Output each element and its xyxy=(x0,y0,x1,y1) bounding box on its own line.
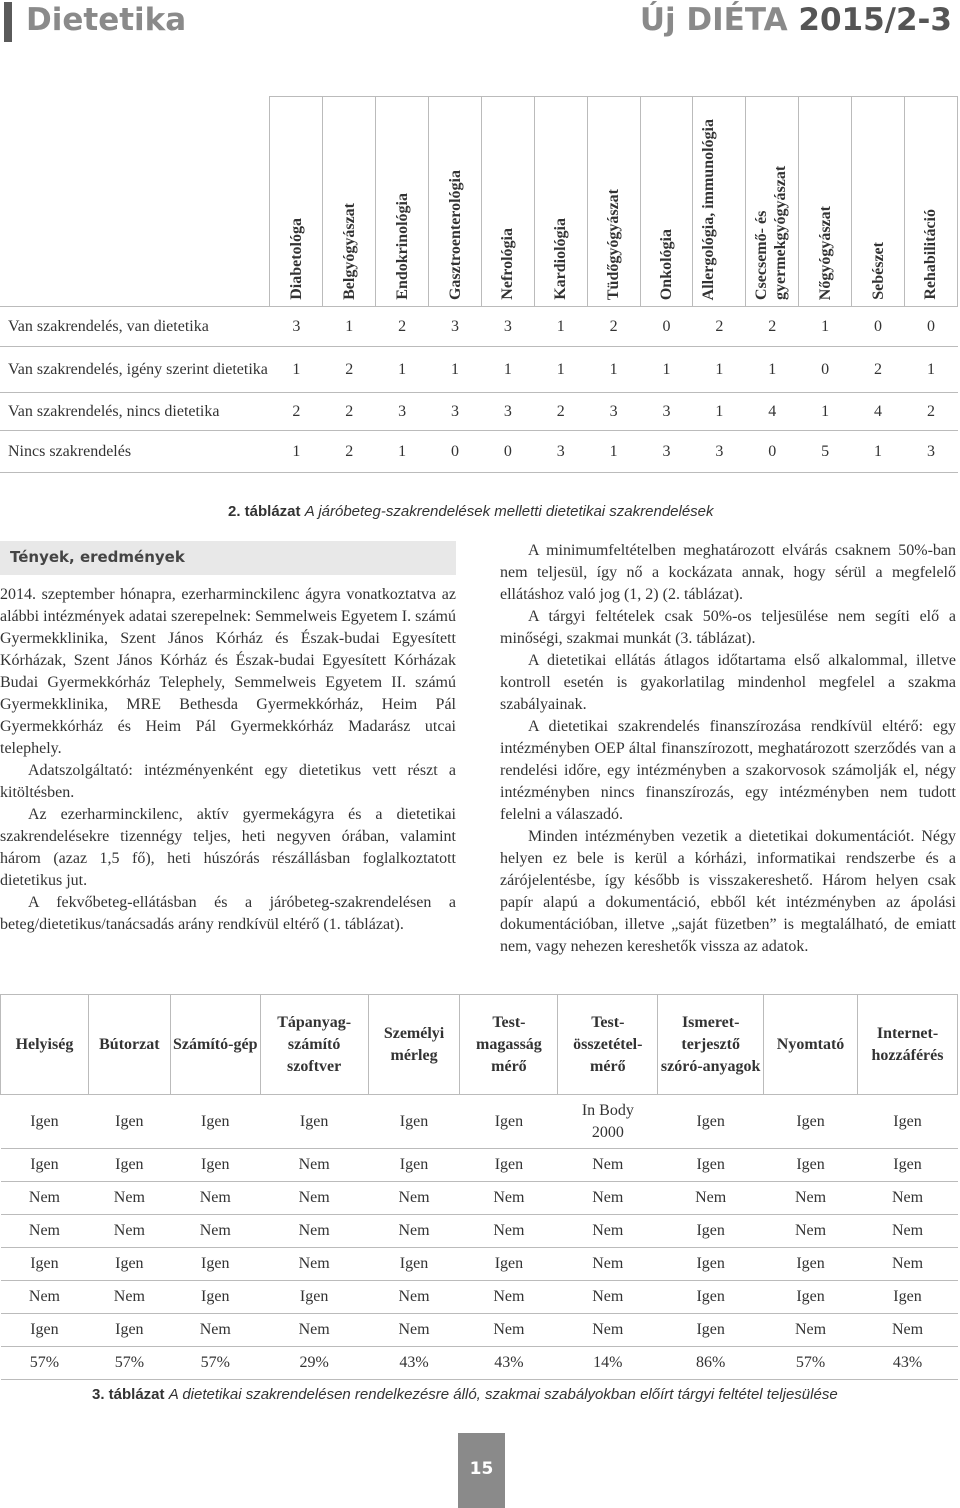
cell: Nem xyxy=(460,1182,558,1215)
cell: 57% xyxy=(88,1347,170,1380)
cell: 2 xyxy=(376,307,429,347)
table-row xyxy=(1,1281,958,1314)
table-2-col-header: Kardiológia xyxy=(534,97,587,307)
table-2-col-header: Csecsemő- és gyermekgyógyászat xyxy=(746,97,799,307)
table-3-col-header: Nyomtató xyxy=(764,995,858,1095)
cell: Nem xyxy=(858,1182,958,1215)
table-2 xyxy=(0,96,958,473)
cell: Igen xyxy=(858,1095,958,1149)
cell: Igen xyxy=(658,1281,764,1314)
cell: 1 xyxy=(376,431,429,473)
table-row xyxy=(1,1314,958,1347)
cell: 1 xyxy=(270,431,323,473)
section-heading xyxy=(0,541,456,575)
cell: Igen xyxy=(460,1248,558,1281)
table-row xyxy=(0,307,958,347)
section-heading-text: Tények, eredmények xyxy=(10,548,185,566)
table-2-col-header: Belgyógyászat xyxy=(323,97,376,307)
cell: Nem xyxy=(368,1182,460,1215)
caption-text: A dietetikai szakrendelésen rendelkezésre álló, szakmai szabályokban előírt tárgyi feltétel teljesülése xyxy=(168,1386,838,1403)
cell: Nem xyxy=(460,1215,558,1248)
cell: 4 xyxy=(746,393,799,431)
cell: Nem xyxy=(260,1248,368,1281)
cell: 43% xyxy=(368,1347,460,1380)
table-2-col-header: Gasztroenterológia xyxy=(429,97,482,307)
paragraph: 2014. szeptember hónapra, ezerharminckilenc ágyra vonatkoztatva az alábbi intézmények adatai szerepelnek: Semmelweis Egyetem I. számú Gyermekklinika, Szent János Kórház és Észak-budai Egyesített Kórházak, Szent János Kórház és Észak-budai Egyesített Kórházak Budai Gyermekkórház Telephely, Semmelweis Egyetem II. számú Gyermekklinika, MRE Bethesda Gyermekkórház, Heim Pál Gyermekkórház és Heim Pál Gyermekkórház Madarász utcai telephely. xyxy=(0,586,456,757)
cell: Nem xyxy=(558,1314,658,1347)
cell: Nem xyxy=(460,1281,558,1314)
cell: Igen xyxy=(368,1095,460,1149)
cell: Igen xyxy=(1,1314,89,1347)
cell: 3 xyxy=(376,393,429,431)
cell: 29% xyxy=(260,1347,368,1380)
cell: 86% xyxy=(658,1347,764,1380)
cell: 2 xyxy=(587,307,640,347)
cell: Nem xyxy=(558,1281,658,1314)
cell: Nem xyxy=(858,1248,958,1281)
table-3-col-header: Személyi mérleg xyxy=(368,995,460,1095)
cell: Igen xyxy=(764,1281,858,1314)
cell: Igen xyxy=(658,1095,764,1149)
journal-name: Új DIÉTA xyxy=(639,2,788,38)
cell: Nem xyxy=(558,1182,658,1215)
row-label: Van szakrendelés, igény szerint dietetika xyxy=(0,347,270,393)
cell: 2 xyxy=(852,347,905,393)
row-label: Van szakrendelés, nincs dietetika xyxy=(0,393,270,431)
cell: 1 xyxy=(640,347,693,393)
cell: 1 xyxy=(587,431,640,473)
table-2-col-header: Nefrológia xyxy=(481,97,534,307)
cell: Igen xyxy=(368,1149,460,1182)
cell: Igen xyxy=(170,1281,260,1314)
table-3-caption xyxy=(92,1386,838,1403)
cell: Nem xyxy=(764,1182,858,1215)
journal-issue: 2015/2-3 xyxy=(798,2,952,38)
cell: Igen xyxy=(88,1248,170,1281)
table-3-col-header: Bútorzat xyxy=(88,995,170,1095)
cell: Nem xyxy=(558,1149,658,1182)
table-2-col-header: Endokrinológia xyxy=(376,97,429,307)
table-3-col-header: Test-összetétel-mérő xyxy=(558,995,658,1095)
cell: 1 xyxy=(852,431,905,473)
cell: Igen xyxy=(368,1248,460,1281)
cell: Igen xyxy=(764,1149,858,1182)
cell: 2 xyxy=(270,393,323,431)
table-row xyxy=(0,347,958,393)
table-2-caption xyxy=(228,503,714,520)
caption-number: 3. táblázat xyxy=(92,1386,165,1403)
table-3 xyxy=(0,994,958,1380)
cell: Nem xyxy=(88,1215,170,1248)
cell: 3 xyxy=(534,431,587,473)
cell: Nem xyxy=(1,1182,89,1215)
cell: Nem xyxy=(460,1314,558,1347)
cell: 3 xyxy=(429,393,482,431)
cell: 1 xyxy=(481,347,534,393)
cell: In Body 2000 xyxy=(558,1095,658,1149)
cell: Nem xyxy=(558,1248,658,1281)
cell: 0 xyxy=(852,307,905,347)
cell: 3 xyxy=(429,307,482,347)
cell: 1 xyxy=(693,393,746,431)
cell: Igen xyxy=(88,1314,170,1347)
table-3-col-header: Internet-hozzáférés xyxy=(858,995,958,1095)
table-2-col-header: Tüdőgyógyászat xyxy=(587,97,640,307)
cell: Nem xyxy=(260,1149,368,1182)
cell: Nem xyxy=(1,1215,89,1248)
cell: 3 xyxy=(587,393,640,431)
cell: Igen xyxy=(170,1095,260,1149)
cell: 1 xyxy=(323,307,376,347)
paragraph: A fekvőbeteg-ellátásban és a járóbeteg-szakrendelésen a beteg/dietetikus/tanácsadás arány rendkívül eltérő (1. táblázat). xyxy=(0,894,456,933)
cell: Igen xyxy=(764,1095,858,1149)
table-3-col-header: Ismeret-terjesztő szóró-anyagok xyxy=(658,995,764,1095)
table-3-col-header: Helyiség xyxy=(1,995,89,1095)
cell: Igen xyxy=(260,1281,368,1314)
cell: 1 xyxy=(587,347,640,393)
table-3-col-header: Számító-gép xyxy=(170,995,260,1095)
cell: 0 xyxy=(481,431,534,473)
cell: Igen xyxy=(88,1095,170,1149)
cell: 0 xyxy=(904,307,957,347)
table-2-col-header: Diabetológa xyxy=(270,97,323,307)
paragraph: Minden intézményben vezetik a dietetikai dokumentációt. Négy helyen ez bele is kerül a kórházi, informatikai rendszerbe és a zárójelentésbe, így később is visszakereshető. Három helyen csak papír alapú a dokumentáció, ebből két intézményben az ápolási dokumentációban, illetve „saját füzetben” is megtalálható, de emiatt nem, vagy nehezen kereshetők vissza az adatok. xyxy=(500,828,956,955)
cell: 1 xyxy=(376,347,429,393)
cell: 0 xyxy=(640,307,693,347)
cell: 4 xyxy=(852,393,905,431)
cell: 14% xyxy=(558,1347,658,1380)
cell: Igen xyxy=(658,1149,764,1182)
caption-text: A járóbeteg-szakrendelések melletti dietetikai szakrendelések xyxy=(304,503,714,520)
cell: Igen xyxy=(170,1248,260,1281)
cell: Nem xyxy=(368,1281,460,1314)
table-total-row xyxy=(1,1347,958,1380)
cell: 2 xyxy=(693,307,746,347)
paragraph: A dietetikai szakrendelés finanszírozása rendkívül eltérő: egy intézményben OEP által finanszírozott, meghatározott szerződés van a rendelési időre, egy intézményben a szakorvosok számolják el, négy intézményben nincs finanszírozás, egy intézményben nem tudott felelni a válaszadó. xyxy=(500,718,956,823)
cell: 2 xyxy=(323,393,376,431)
section-title: Dietetika xyxy=(26,2,187,38)
table-row xyxy=(1,1215,958,1248)
table-3-col-header: Test-magasság mérő xyxy=(460,995,558,1095)
cell: Nem xyxy=(764,1215,858,1248)
cell: Igen xyxy=(1,1095,89,1149)
cell: 0 xyxy=(429,431,482,473)
table-2-col-header: Nőgyógyászat xyxy=(799,97,852,307)
cell: Igen xyxy=(858,1149,958,1182)
cell: Nem xyxy=(260,1215,368,1248)
cell: Nem xyxy=(858,1215,958,1248)
cell: Nem xyxy=(260,1314,368,1347)
cell: Igen xyxy=(658,1215,764,1248)
table-2-corner xyxy=(0,97,270,307)
cell: Nem xyxy=(858,1314,958,1347)
cell: 3 xyxy=(270,307,323,347)
cell: 1 xyxy=(746,347,799,393)
cell: 2 xyxy=(746,307,799,347)
cell: 0 xyxy=(799,347,852,393)
table-row xyxy=(0,393,958,431)
journal-title xyxy=(640,2,952,38)
cell: 57% xyxy=(170,1347,260,1380)
table-2-col-header: Onkológia xyxy=(640,97,693,307)
cell: 43% xyxy=(858,1347,958,1380)
cell: Igen xyxy=(764,1248,858,1281)
paragraph: Adatszolgáltató: intézményenként egy dietetikus vett részt a kitöltésben. xyxy=(0,762,456,801)
cell: Igen xyxy=(658,1314,764,1347)
cell: 1 xyxy=(534,347,587,393)
cell: 43% xyxy=(460,1347,558,1380)
table-2-col-header: Sebészet xyxy=(852,97,905,307)
page-header xyxy=(0,0,960,48)
cell: Igen xyxy=(460,1149,558,1182)
cell: 3 xyxy=(693,431,746,473)
cell: Nem xyxy=(170,1314,260,1347)
cell: 57% xyxy=(764,1347,858,1380)
cell: Nem xyxy=(368,1215,460,1248)
cell: 3 xyxy=(481,307,534,347)
cell: 2 xyxy=(323,347,376,393)
cell: Nem xyxy=(1,1281,89,1314)
cell: Igen xyxy=(260,1095,368,1149)
cell: 3 xyxy=(640,431,693,473)
cell: 1 xyxy=(904,347,957,393)
cell: 2 xyxy=(904,393,957,431)
cell: Igen xyxy=(658,1248,764,1281)
paragraph: Az ezerharminckilenc, aktív gyermekágyra és a dietetikai szakrendelésekre tizennégy teljes, heti negyven órában, valamint három (azaz 1,5 fő), heti húszórás részállásban foglalkoztatott dietetikus jut. xyxy=(0,806,456,889)
cell: 3 xyxy=(904,431,957,473)
cell: 1 xyxy=(799,307,852,347)
cell: Nem xyxy=(88,1182,170,1215)
table-row xyxy=(1,1248,958,1281)
table-row xyxy=(0,431,958,473)
row-label: Van szakrendelés, van dietetika xyxy=(0,307,270,347)
table-row xyxy=(1,1182,958,1215)
cell: Nem xyxy=(260,1182,368,1215)
cell: Nem xyxy=(368,1314,460,1347)
cell: 1 xyxy=(270,347,323,393)
cell: Igen xyxy=(88,1149,170,1182)
cell: 57% xyxy=(1,1347,89,1380)
cell: 0 xyxy=(746,431,799,473)
page-number-box xyxy=(458,1433,505,1508)
cell: Igen xyxy=(1,1149,89,1182)
cell: Nem xyxy=(88,1281,170,1314)
cell: 1 xyxy=(534,307,587,347)
table-3-header-row xyxy=(1,995,958,1095)
cell: Igen xyxy=(460,1095,558,1149)
header-accent-bar xyxy=(4,2,12,42)
caption-number: 2. táblázat xyxy=(228,503,301,520)
cell: 3 xyxy=(640,393,693,431)
paragraph: A minimumfeltételben meghatározott elvárás csaknem 50%-ban nem teljesül, így nő a kockázata annak, hogy sérül a megfelelő ellátáshoz való jog (1, 2) (2. táblázat). xyxy=(500,542,956,603)
cell: 2 xyxy=(323,431,376,473)
table-2-col-header: Allergológia, immunológia xyxy=(693,97,746,307)
cell: 5 xyxy=(799,431,852,473)
paragraph: A tárgyi feltételek csak 50%-os teljesülése nem segíti elő a minőségi, szakmai munkát (3. táblázat). xyxy=(500,608,956,647)
cell: 1 xyxy=(429,347,482,393)
cell: 3 xyxy=(481,393,534,431)
cell: Igen xyxy=(1,1248,89,1281)
page-number: 15 xyxy=(469,1459,494,1479)
right-column xyxy=(500,540,956,958)
table-2-col-header: Rehabilitáció xyxy=(904,97,957,307)
cell: Igen xyxy=(170,1149,260,1182)
left-column xyxy=(0,584,456,936)
cell: Nem xyxy=(558,1215,658,1248)
cell: 2 xyxy=(534,393,587,431)
cell: Igen xyxy=(858,1281,958,1314)
row-label: Nincs szakrendelés xyxy=(0,431,270,473)
table-2-header-row xyxy=(0,97,958,307)
table-row xyxy=(1,1095,958,1149)
cell: 1 xyxy=(799,393,852,431)
cell: Nem xyxy=(170,1215,260,1248)
table-3-col-header: Tápanyag-számító szoftver xyxy=(260,995,368,1095)
table-row xyxy=(1,1149,958,1182)
cell: Nem xyxy=(764,1314,858,1347)
cell: Nem xyxy=(658,1182,764,1215)
cell: Nem xyxy=(170,1182,260,1215)
cell: 1 xyxy=(693,347,746,393)
paragraph: A dietetikai ellátás átlagos időtartama első alkalommal, illetve kontroll esetén is gyakorlatilag mindenhol megfelel a szakma szabályainak. xyxy=(500,652,956,713)
